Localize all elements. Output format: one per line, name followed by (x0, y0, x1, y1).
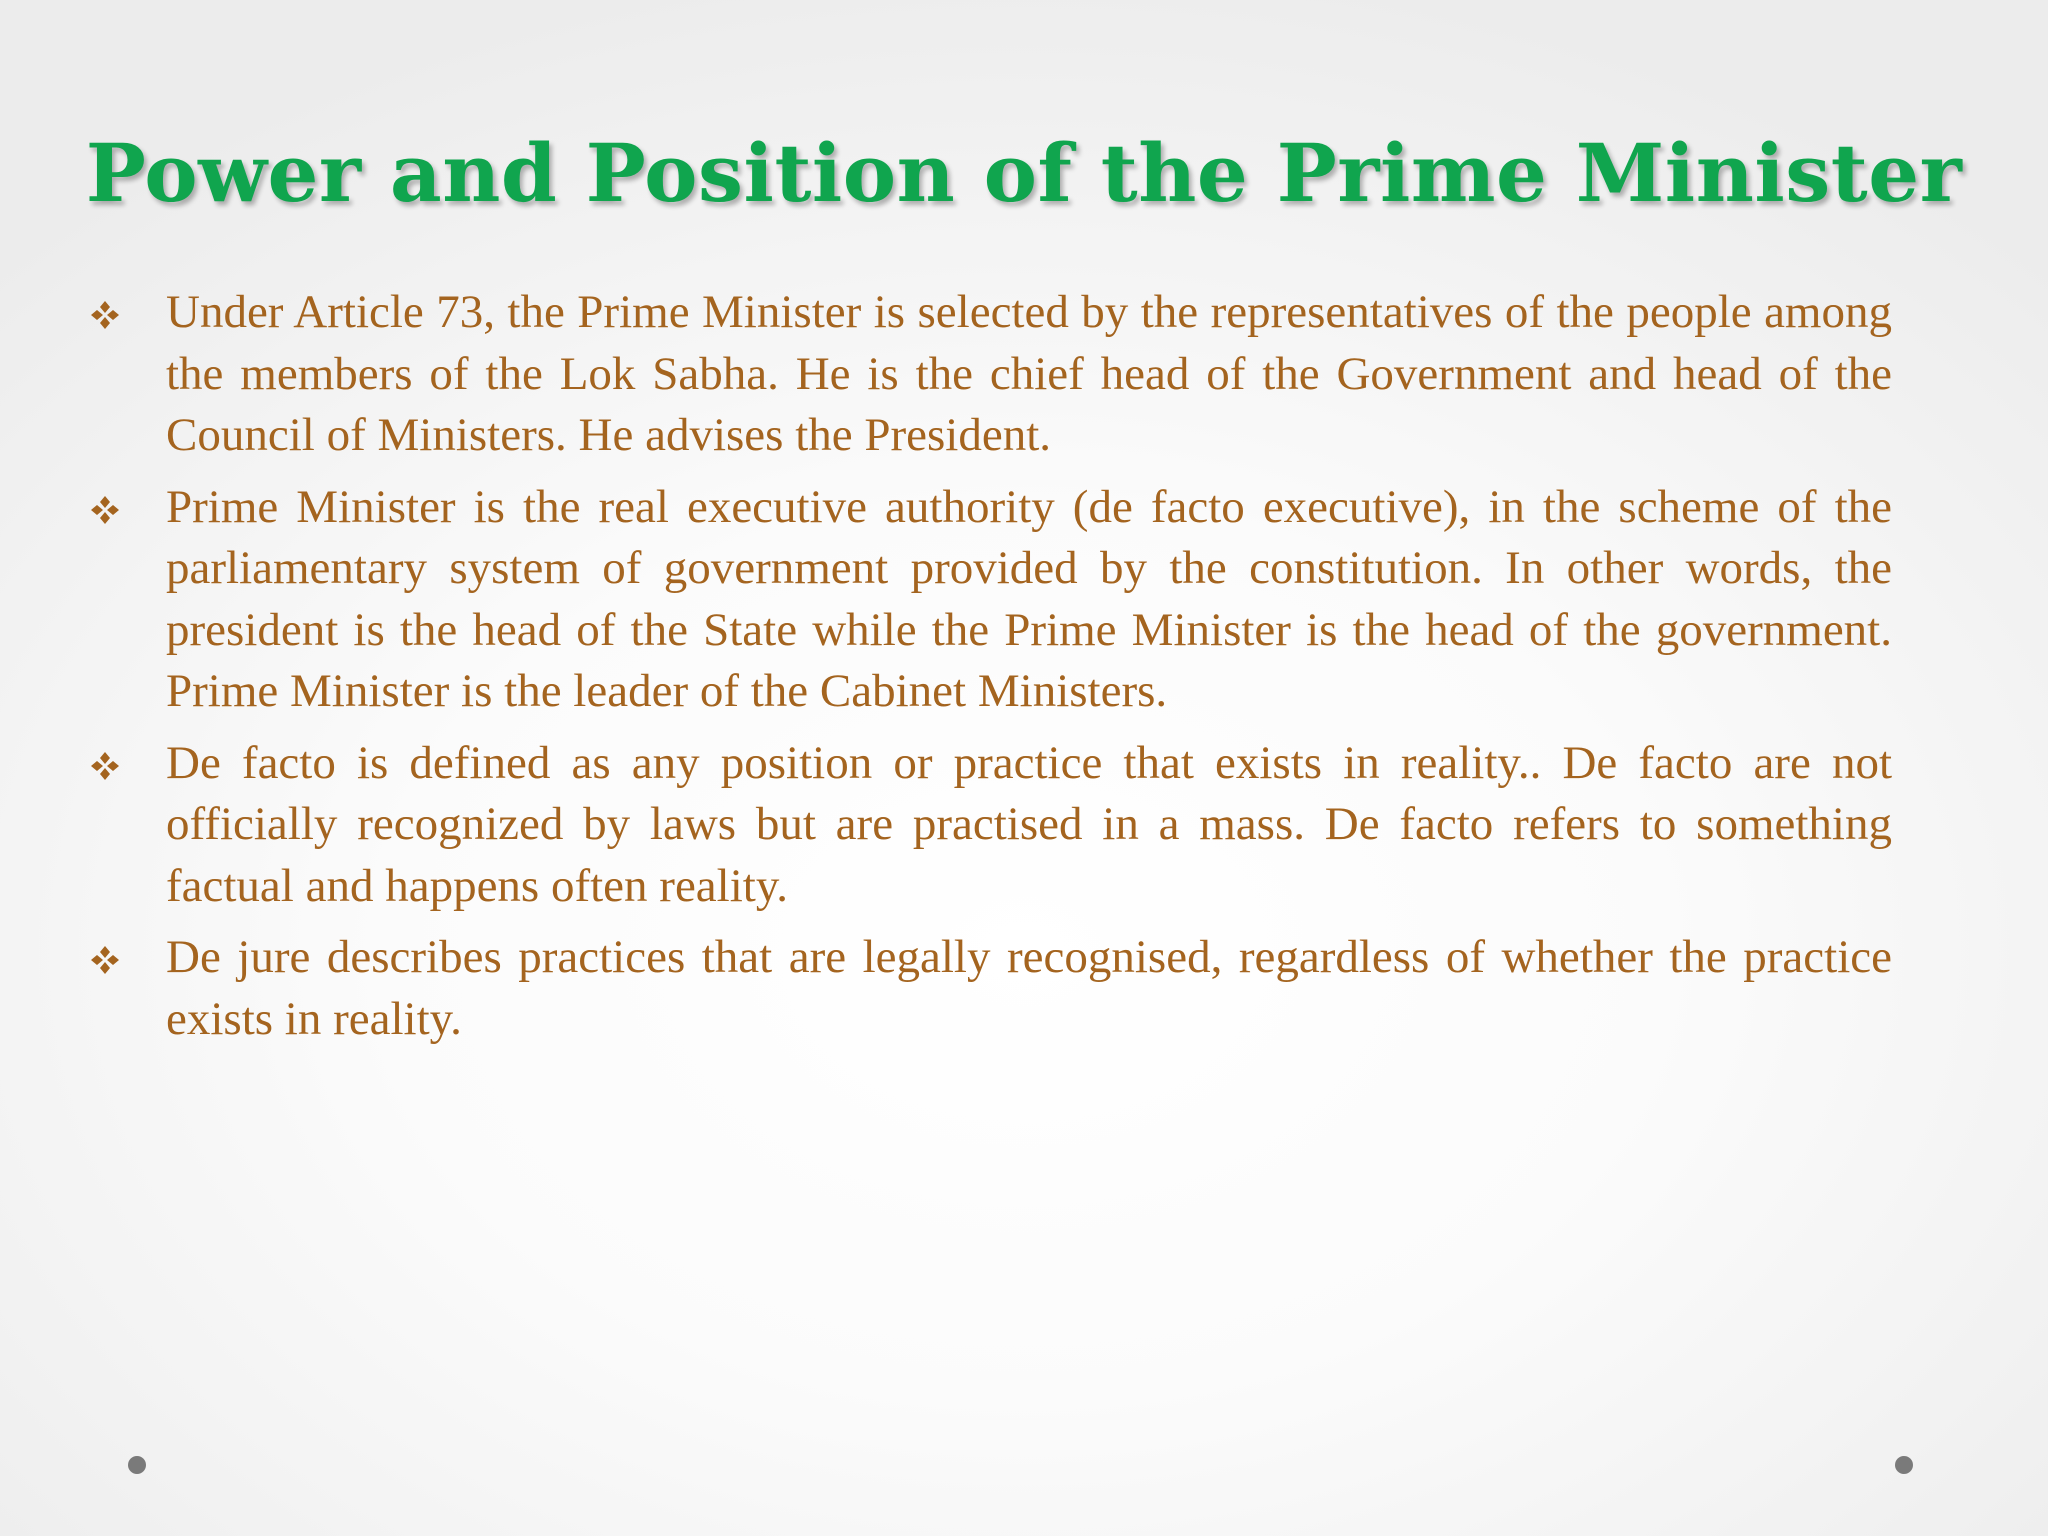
bullet-text: Prime Minister is the real executive authority (de facto executive), in the scheme of the parliamentary system of government provided by the constitution. In other words, the president is the head of the State while the Prime Minister is the head of the government. Prime Minister is the leader of the Cabinet Ministers. (166, 480, 1892, 717)
bullet-text: De facto is defined as any position or practice that exists in reality.. De facto are not officially recognized by laws but are practised in a mass. De facto refers to something factual and happens often reality. (166, 736, 1892, 912)
right-decorative-dot (1895, 1456, 1913, 1474)
four-diamond-bullet-icon (90, 945, 120, 975)
bullet-list (90, 282, 1892, 1060)
bullet-item (90, 927, 1892, 1050)
slide-title: Power and Position of the Prime Minister (85, 126, 1963, 220)
bullet-text: De jure describes practices that are legally recognised, regardless of whether the practice exists in reality. (166, 931, 1892, 1045)
bullet-item (90, 477, 1892, 723)
bullet-item (90, 733, 1892, 918)
four-diamond-bullet-icon (90, 495, 120, 525)
left-decorative-dot (128, 1456, 146, 1474)
four-diamond-bullet-icon (90, 300, 120, 330)
bullet-text: Under Article 73, the Prime Minister is selected by the representatives of the people among the members of the Lok Sabha. He is the chief head of the Government and head of the Council of Ministers. He advises the President. (166, 286, 1892, 461)
bullet-item (90, 282, 1892, 467)
four-diamond-bullet-icon (90, 751, 120, 781)
